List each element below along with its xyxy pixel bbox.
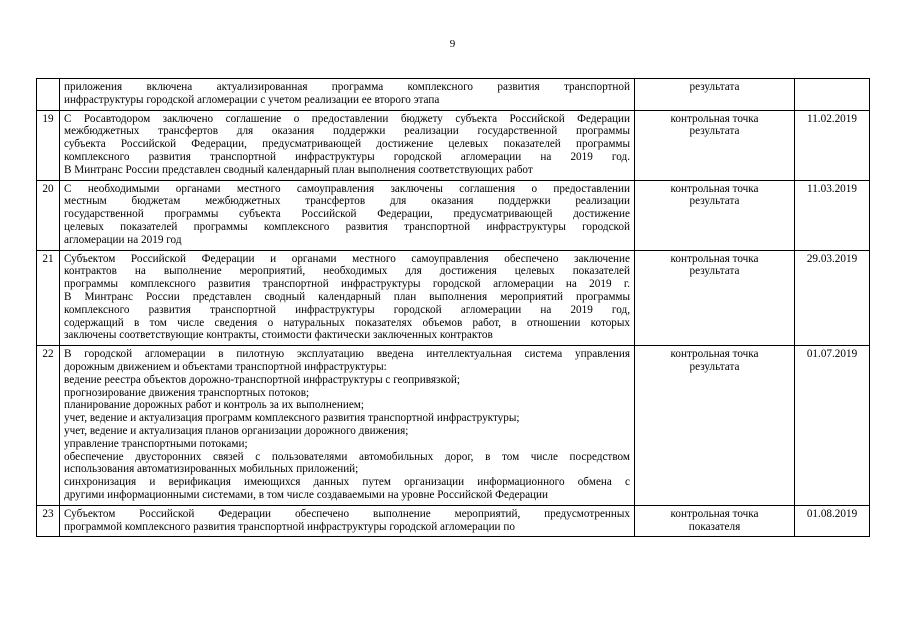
row-deadline-date: 11.02.2019: [795, 110, 870, 180]
description-line: обеспечение двусторонних связей с пользователями автомобильных дорог, в том числе посредством: [64, 450, 630, 463]
control-point-type-line: результата: [689, 360, 740, 373]
row-number: 21: [37, 250, 60, 346]
control-point-type-line: показателя: [688, 520, 741, 533]
control-point-type-line: результата: [689, 195, 740, 208]
table-row: [37, 505, 870, 537]
description-line: дорожным движением и объектами транспортной инфраструктуры:: [64, 360, 387, 373]
description-line: В Минтранс России представлен сводный календарный план выполнения мероприятий программы: [64, 290, 630, 303]
description-line: С необходимыми органами местного самоуправления заключены соглашения о предоставлении: [64, 182, 630, 195]
row-control-point-type: [635, 110, 795, 180]
description-line: другими информационными системами, в том числе создаваемыми на уровне Российской Федерации: [64, 488, 548, 501]
description-line: синхронизация и верификация имеющихся данных путем организации информационного обмена с: [64, 476, 630, 489]
description-line: прогнозирование движения транспортных потоков;: [64, 386, 310, 399]
row-control-point-type: [635, 180, 795, 250]
row-number: 22: [37, 346, 60, 506]
description-line: комплексного развития транспортной инфраструктуры городской агломерации на 2019 год,: [64, 303, 630, 316]
description-line: агломерации на 2019 год: [64, 233, 182, 246]
table-row: [37, 180, 870, 250]
row-deadline-date: 01.08.2019: [795, 505, 870, 537]
milestones-table-body: [37, 79, 870, 537]
description-line: субъекта Российской Федерации, предусматривающей достижение целевых показателей программы: [64, 138, 630, 151]
row-number: 23: [37, 505, 60, 537]
description-line: программой комплексного развития транспортной инфраструктуры городской агломерации по: [64, 520, 515, 533]
row-number: [37, 79, 60, 111]
description-line: планирование дорожных работ и контроль за их выполнением;: [64, 399, 364, 412]
description-line: С Росавтодором заключено соглашение о предоставлении бюджету субъекта Российской Федерации: [64, 112, 630, 125]
control-point-type-line: контрольная точка: [670, 252, 759, 265]
milestones-table: [36, 78, 870, 537]
row-number: 20: [37, 180, 60, 250]
row-deadline-date: 01.07.2019: [795, 346, 870, 506]
row-control-point-type: [635, 505, 795, 537]
description-line: заключены соответствующие контракты, стоимости фактически заключенных контрактов: [64, 329, 493, 342]
description-line: местным бюджетам межбюджетных трансфертов для оказания поддержки реализации: [64, 195, 630, 208]
control-point-type-line: контрольная точка: [670, 182, 759, 195]
description-line: содержащий в том числе сведения о натуральных показателях объемов работ, в отношении которых: [64, 316, 630, 329]
table-row: [37, 346, 870, 506]
control-point-type-line: контрольная точка: [670, 112, 759, 125]
row-description: [60, 180, 635, 250]
row-description: [60, 346, 635, 506]
description-line: управление транспортными потоками;: [64, 437, 248, 450]
row-deadline-date: [795, 79, 870, 111]
description-line: комплексного развития транспортной инфраструктуры городской агломерации на 2019 год.: [64, 150, 630, 163]
description-line: ведение реестра объектов дорожно-транспортной инфраструктуры с геопривязкой;: [64, 373, 461, 386]
row-deadline-date: 11.03.2019: [795, 180, 870, 250]
description-line: программы комплексного развития транспортной инфраструктуры городской агломерации на 2019 г.: [64, 278, 630, 291]
description-line: приложения включена актуализированная программа комплексного развития транспортной: [64, 81, 630, 93]
row-control-point-type: [635, 79, 795, 111]
description-line: учет, ведение и актуализация программ комплексного развития транспортной инфраструктуры;: [64, 412, 520, 425]
row-control-point-type: [635, 250, 795, 346]
description-line: инфраструктуры городской агломерации с учетом реализации ее второго этапа: [64, 93, 440, 106]
description-line: контрактов на выполнение мероприятий, необходимых для достижения целевых показателей: [64, 265, 630, 278]
description-line: В Минтранс России представлен сводный календарный план выполнения соответствующих работ: [64, 163, 533, 176]
control-point-type-line: результата: [689, 81, 740, 93]
row-number: 19: [37, 110, 60, 180]
table-row: [37, 110, 870, 180]
row-description: [60, 250, 635, 346]
description-line: Субъектом Российской Федерации обеспечено выполнение мероприятий, предусмотренных: [64, 507, 630, 520]
row-description: [60, 110, 635, 180]
row-deadline-date: 29.03.2019: [795, 250, 870, 346]
description-line: В городской агломерации в пилотную эксплуатацию введена интеллектуальная система управления: [64, 348, 630, 361]
description-line: учет, ведение и актуализация планов организации дорожного движения;: [64, 424, 409, 437]
control-point-type-line: результата: [689, 125, 740, 138]
page-number: 9: [449, 38, 456, 50]
control-point-type-line: контрольная точка: [670, 507, 759, 520]
row-description: [60, 79, 635, 111]
description-line: использования автоматизированных мобильных приложений;: [64, 463, 359, 476]
control-point-type-line: результата: [689, 265, 740, 278]
description-line: целевых показателей программы комплексного развития транспортной инфраструктуры городской: [64, 220, 630, 233]
description-line: межбюджетных трансфертов для оказания поддержки реализации государственной программы: [64, 125, 630, 138]
control-point-type-line: контрольная точка: [670, 348, 759, 361]
table-row: [37, 79, 870, 111]
row-description: [60, 505, 635, 537]
description-line: государственной программы субъекта Российской Федерации, предусматривающей достижение: [64, 208, 630, 221]
row-control-point-type: [635, 346, 795, 506]
description-line: Субъектом Российской Федерации и органами местного самоуправления обеспечено заключение: [64, 252, 630, 265]
table-row: [37, 250, 870, 346]
